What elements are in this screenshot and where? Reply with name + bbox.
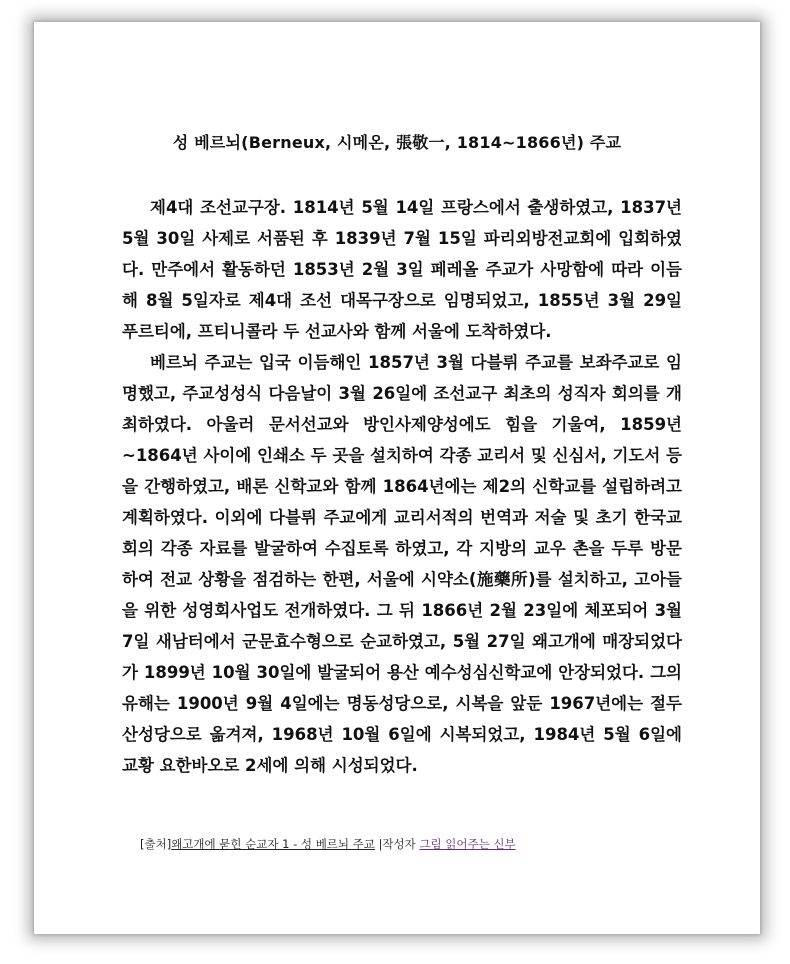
source-post-link[interactable]: 왜고개에 묻힌 순교자 1 - 성 베르뇌 주교 <box>171 837 375 851</box>
source-separator: | <box>378 837 383 851</box>
source-prefix: [출처] <box>140 837 172 851</box>
author-label: 작성자 <box>382 837 416 851</box>
paragraph-1: 제4대 조선교구장. 1814년 5월 14일 프랑스에서 출생하였고, 1837년 5월 30일 사제로 서품된 후 1839년 7월 15일 파리외방전교회에 입회하였다. 만주에서 활동하던 1853년 2월 3일 페레올 주교가 사망함에 따라 이듬해 8월 5일자로 제4대 조선 대목구장으로 임명되었고, 1855년 3월 29일 푸르티에, 프티니콜라 두 선교사와 함께 서울에 도착하였다. <box>122 198 682 341</box>
document-body <box>122 192 682 781</box>
author-link[interactable]: 그림 읽어주는 신부 <box>419 837 516 851</box>
document-title: 성 베르뇌(Berneux, 시메온, 張敬一, 1814~1866년) 주교 <box>172 133 622 152</box>
document-page <box>34 22 760 934</box>
source-citation <box>140 836 516 852</box>
paragraph-2: 베르뇌 주교는 입국 이듬해인 1857년 3월 다블뤼 주교를 보좌주교로 임명했고, 주교성성식 다음날이 3월 26일에 조선교구 최초의 성직자 회의를 개최하였다. 아울러 문서선교와 방인사제양성에도 힘을 기울여, 1859년~1864년 사이에 인쇄소 두 곳을 설치하여 각종 교리서 및 신심서, 기도서 등을 간행하였고, 배론 신학교와 함께 1864년에는 제2의 신학교를 설립하려고 계획하였다. 이외에 다블뤼 주교에게 교리서적의 번역과 저술 및 초기 한국교회의 각종 자료를 발굴하여 수집토록 하였고, 각 지방의 교우 촌을 두루 방문하여 전교 상황을 점검하는 한편, 서울에 시약소(施藥所)를 설치하고, 고아들을 위한 성영회사업도 전개하였다. 그 뒤 1866년 2월 23일에 체포되어 3월 7일 새남터에서 군문효수형으로 순교하였고, 5월 27일 왜고개에 매장되었다가 1899년 10월 30일에 발굴되어 용산 예수성심신학교에 안장되었다. 그의 유해는 1900년 9월 4일에는 명동성당으로, 시복을 앞둔 1967년에는 절두산성당으로 옮겨져, 1968년 10월 6일에 시복되었고, 1984년 5월 6일에 교황 요한바오로 2세에 의해 시성되었다. <box>122 353 682 775</box>
